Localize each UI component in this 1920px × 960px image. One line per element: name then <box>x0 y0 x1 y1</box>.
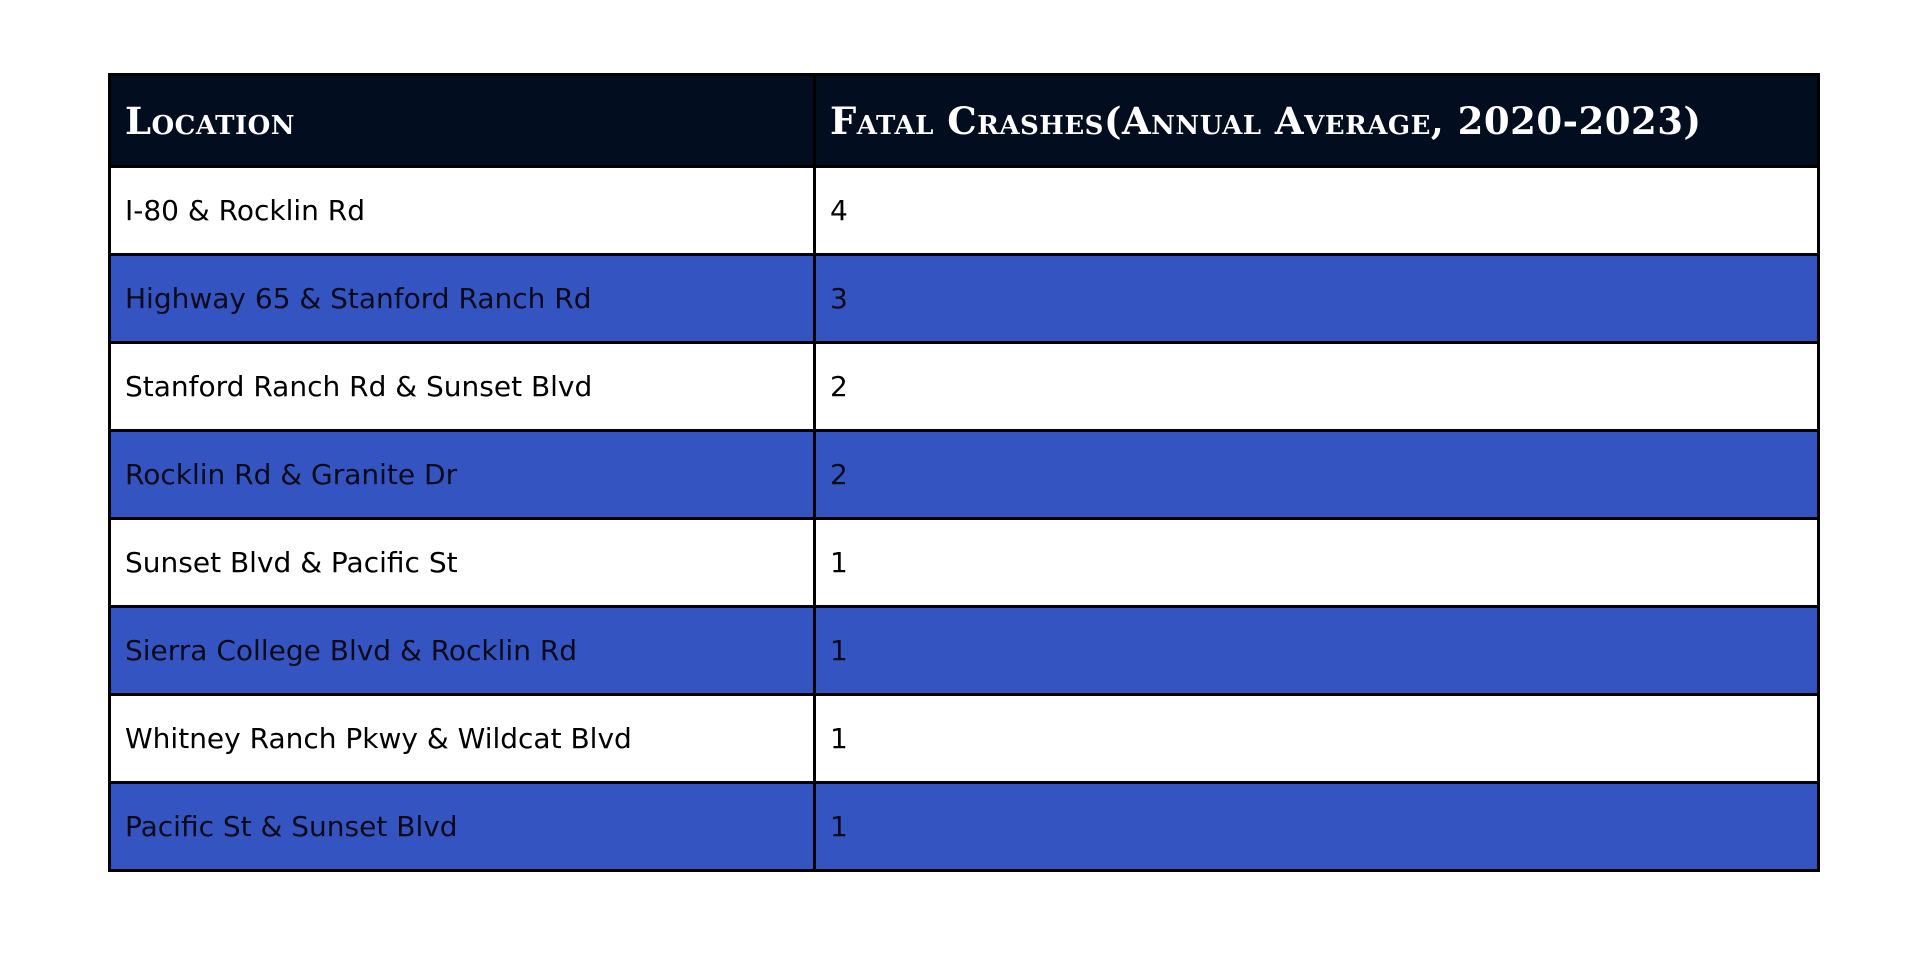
location-cell: Rocklin Rd & Granite Dr <box>110 431 815 519</box>
fatal-crashes-cell: 1 <box>815 695 1819 783</box>
table-row <box>110 607 1819 695</box>
header-row <box>110 75 1819 167</box>
location-cell: Sunset Blvd & Pacific St <box>110 519 815 607</box>
table-row <box>110 695 1819 783</box>
column-header-location: Location <box>110 75 815 167</box>
table-row <box>110 343 1819 431</box>
table-row <box>110 783 1819 871</box>
fatal-crashes-cell: 2 <box>815 343 1819 431</box>
table-body <box>110 167 1819 871</box>
location-cell: Pacific St & Sunset Blvd <box>110 783 815 871</box>
fatal-crashes-table <box>108 73 1820 872</box>
fatal-crashes-cell: 1 <box>815 519 1819 607</box>
column-header-fatal-crashes: Fatal Crashes(Annual Average, 2020-2023) <box>815 75 1819 167</box>
location-cell: Stanford Ranch Rd & Sunset Blvd <box>110 343 815 431</box>
table-row <box>110 255 1819 343</box>
location-cell: Whitney Ranch Pkwy & Wildcat Blvd <box>110 695 815 783</box>
table-header <box>110 75 1819 167</box>
fatal-crashes-cell: 1 <box>815 783 1819 871</box>
table-row <box>110 167 1819 255</box>
fatal-crashes-cell: 1 <box>815 607 1819 695</box>
location-cell: Highway 65 & Stanford Ranch Rd <box>110 255 815 343</box>
table-row <box>110 519 1819 607</box>
crash-table-container <box>108 73 1820 872</box>
fatal-crashes-cell: 4 <box>815 167 1819 255</box>
location-cell: I-80 & Rocklin Rd <box>110 167 815 255</box>
table-row <box>110 431 1819 519</box>
fatal-crashes-cell: 2 <box>815 431 1819 519</box>
location-cell: Sierra College Blvd & Rocklin Rd <box>110 607 815 695</box>
fatal-crashes-cell: 3 <box>815 255 1819 343</box>
